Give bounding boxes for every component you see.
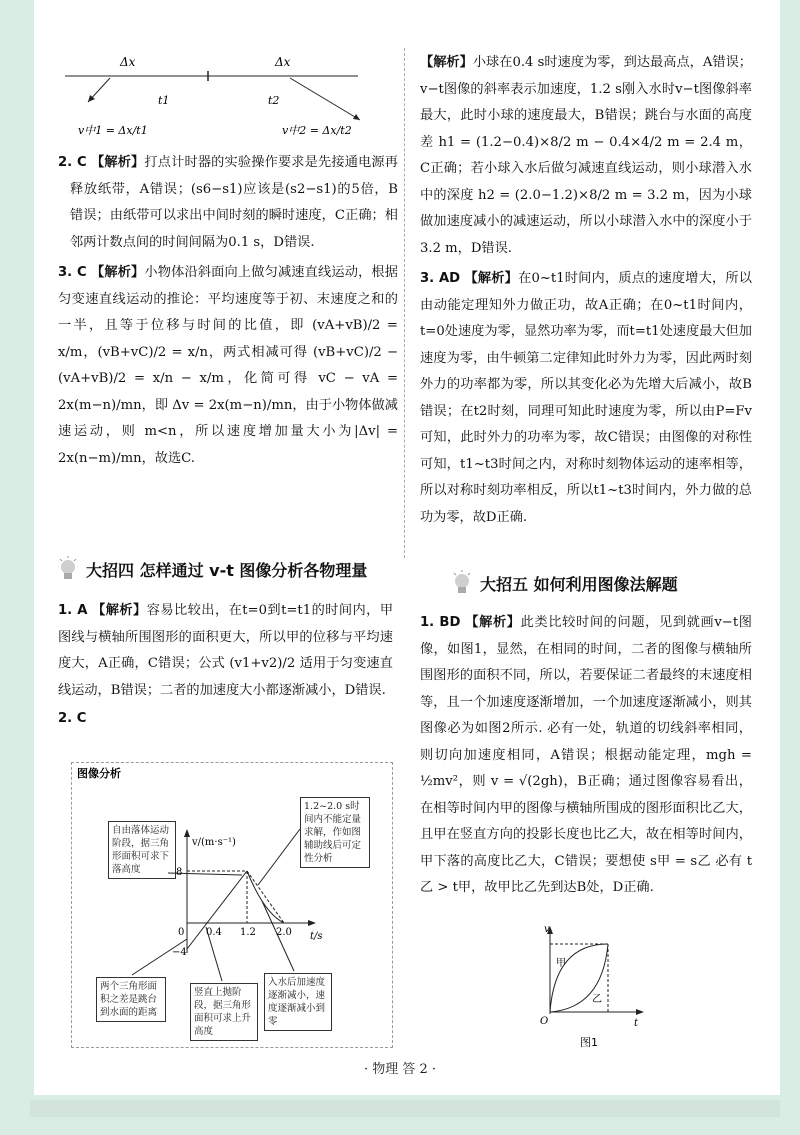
- top-velocity-figure: [60, 52, 400, 152]
- right-q3-tag: 【解析】: [464, 271, 519, 286]
- fig1-v-label: v: [544, 924, 550, 935]
- right-answer-continued: [420, 50, 752, 262]
- dx-left-label: Δx: [120, 55, 136, 69]
- q3-tag: 【解析】: [90, 265, 145, 280]
- box-12-20: 1.2~2.0 s时间内不能定量求解，作如图辅助线后可定性分析: [300, 797, 370, 868]
- section4-answers: [58, 598, 393, 733]
- origin-label: 0: [178, 927, 185, 938]
- s4-q1-tag: 【解析】: [92, 603, 147, 618]
- t1-label: t1: [158, 94, 170, 107]
- answer-q3: [58, 260, 398, 472]
- s4-answer-q1: [58, 598, 393, 704]
- column-divider: [404, 48, 405, 558]
- section5-title: 大招五 如何利用图像法解题: [480, 574, 678, 594]
- left-column-answers: [58, 150, 398, 472]
- right-q3-text: 在0~t1时间内，质点的速度增大，所以由动能定理知外力做正功，故A正确；在0~t1时间内，t=0处速度为零，显然功率为零，而t=t1处速度最大但加速度为零，由牛顿第二定律知此时外力为零，因此两时刻外力的功率都为零，所以其变化必为先增大后减小，故B错误；在t2时刻，同理可知此时速度为零，所以由P=Fv可知，此时外力的功率为零，故C错误；由图像的对称性可知，t1~t3时间之内，对称时刻物体运动的速率相等，所以对称时刻功率相反，所以t1~t3时间内，外力做的总功为零，故D正确.: [420, 271, 752, 525]
- s4-answer-q2: [58, 706, 393, 733]
- v-mid2-formula: v中2 = Δx/t2: [282, 124, 352, 137]
- right-tag: 【解析】: [420, 55, 473, 70]
- x-tick-12: 1.2: [240, 927, 256, 938]
- q2-tag: 【解析】: [90, 155, 145, 170]
- section4-header: [58, 556, 367, 582]
- s5-q1-tag: 【解析】: [465, 615, 521, 630]
- box-in-water: 入水后加速度逐渐减小，速度逐渐减小到零: [264, 973, 332, 1031]
- fig1-origin-label: O: [540, 1016, 549, 1027]
- s5-q1-number: 1. BD: [420, 615, 461, 630]
- fig1-yi-label: 乙: [592, 994, 602, 1005]
- section5-header: [452, 570, 678, 596]
- x-tick-04: 0.4: [206, 927, 222, 938]
- image-analysis-diagram: [71, 762, 393, 1048]
- diagram-title: 图像分析: [77, 767, 121, 780]
- right-q3-number: 3. AD: [420, 271, 461, 286]
- right-column-answers: [420, 50, 752, 531]
- box-freefall: 自由落体运动阶段，据三角形面积可求下落高度: [108, 821, 176, 879]
- x-axis-label: t/s: [310, 931, 323, 942]
- y-tick-neg4: −4: [172, 947, 187, 958]
- s4-q1-number: 1. A: [58, 603, 88, 618]
- q3-number: 3. C: [58, 265, 87, 280]
- q2-number: 2. C: [58, 155, 87, 170]
- t2-label: t2: [268, 94, 280, 107]
- s4-q2-number: 2. C: [58, 711, 87, 726]
- q3-text: 小物体沿斜面向上做匀减速直线运动，根据匀变速直线运动的推论：平均速度等于初、末速度之和的一半，且等于位移与时间的比值，即 (vA+vB)/2 = x/m，(vB+vC)/2 = x/n，两式相减可得 (vB+vC)/2 − (vA+vB)/2 = x/n − x/m，化简可得 vC − vA = 2x(m−n)/mn，即 Δv = 2x(m−n)/mn，由于小物体做减速运动，则 m<n，所以速度增加量大小为|Δv| = 2x(n−m)/mn，故选C.: [58, 265, 398, 466]
- x-tick-20: 2.0: [276, 927, 292, 938]
- s5-q1-text: 此类比较时间的问题，见到就画v−t图像，如图1，显然，在相同的时间，二者的图像与横轴所围图形的面积不同，所以，若要保证二者最终的末速度相等，且一个加速度逐渐增加，一个加速度逐渐减小，则其图像必为如图2所示. 必有一处，轨道的切线斜率相同，则切向加速度相同，A错误；根据动能定理，mgh = ½mv²，则 v = √(2gh)，B正确；通过图像容易看出，在相等时间内甲的图像与横轴所围成的图形面积比乙大，且甲在竖直方向的投影长度也比乙大，故在相等时间内，甲下落的高度比乙大，C错误；要想使 s甲 = s乙 必有 t乙 > t甲，故甲比乙先到达B处，D正确.: [420, 615, 752, 895]
- s5-answer-q1: [420, 610, 752, 902]
- dx-right-label: Δx: [275, 55, 291, 69]
- answer-q2: [58, 150, 398, 256]
- v-mid1-formula: v中1 = Δx/t1: [78, 124, 148, 137]
- page-footer: · 物理 答 2 ·: [363, 1062, 437, 1077]
- lightbulb-icon: [452, 570, 472, 596]
- fig1-caption: 图1: [580, 1036, 598, 1049]
- fig1-t-label: t: [634, 1018, 639, 1029]
- bottom-strip: [30, 1100, 780, 1117]
- figure-1: [530, 922, 650, 1050]
- box-upward-throw: 竖直上抛阶段，据三角形面积可求上升高度: [190, 983, 258, 1041]
- section4-title: 大招四 怎样通过 v-t 图像分析各物理量: [86, 560, 368, 580]
- fig1-jia-label: 甲: [556, 958, 566, 969]
- q2-text: 打点计时器的实验操作要求是先接通电源再释放纸带，A错误；(s6−s1)应该是(s2−s1)的5倍，B错误；由纸带可以求出中间时刻的瞬时速度，C正确；相邻两计数点间的时间间隔为0.1 s，D错误.: [70, 155, 398, 250]
- section5-answers: [420, 610, 752, 902]
- box-area-difference: 两个三角形面积之差是跳台到水面的距离: [96, 977, 166, 1022]
- y-axis-label: v/(m·s⁻¹): [192, 837, 236, 848]
- right-answer-q3: [420, 266, 752, 531]
- y-tick-8: 8: [176, 867, 183, 878]
- vt-graph: [72, 763, 392, 1047]
- right-text: 小球在0.4 s时速度为零，到达最高点，A错误；v−t图像的斜率表示加速度，1.2 s刚入水时v−t图像斜率最大，此时小球的速度最大，B错误；跳台与水面的高度差 h1 = (1.2−0.4)×8/2 m − 0.4×4/2 m = 2.4 m，C正确；若小球入水后做匀减速直线运动，则小球潜入水中的深度 h2 = (2.0−1.2)×8/2 m = 3.2 m，因为小球做加速度减小的减速运动，所以小球潜入水中的深度小于3.2 m，D错误.: [420, 55, 752, 256]
- lightbulb-icon: [58, 556, 78, 582]
- s4-q1-text: 容易比较出，在t=0到t=t1的时间内，甲图线与横轴所围图形的面积更大，所以甲的位移与平均速度大，A正确，C错误；公式 (v1+v2)/2 适用于匀变速直线运动，B错误；二者的加速度大小都逐渐减小，D错误.: [58, 603, 394, 698]
